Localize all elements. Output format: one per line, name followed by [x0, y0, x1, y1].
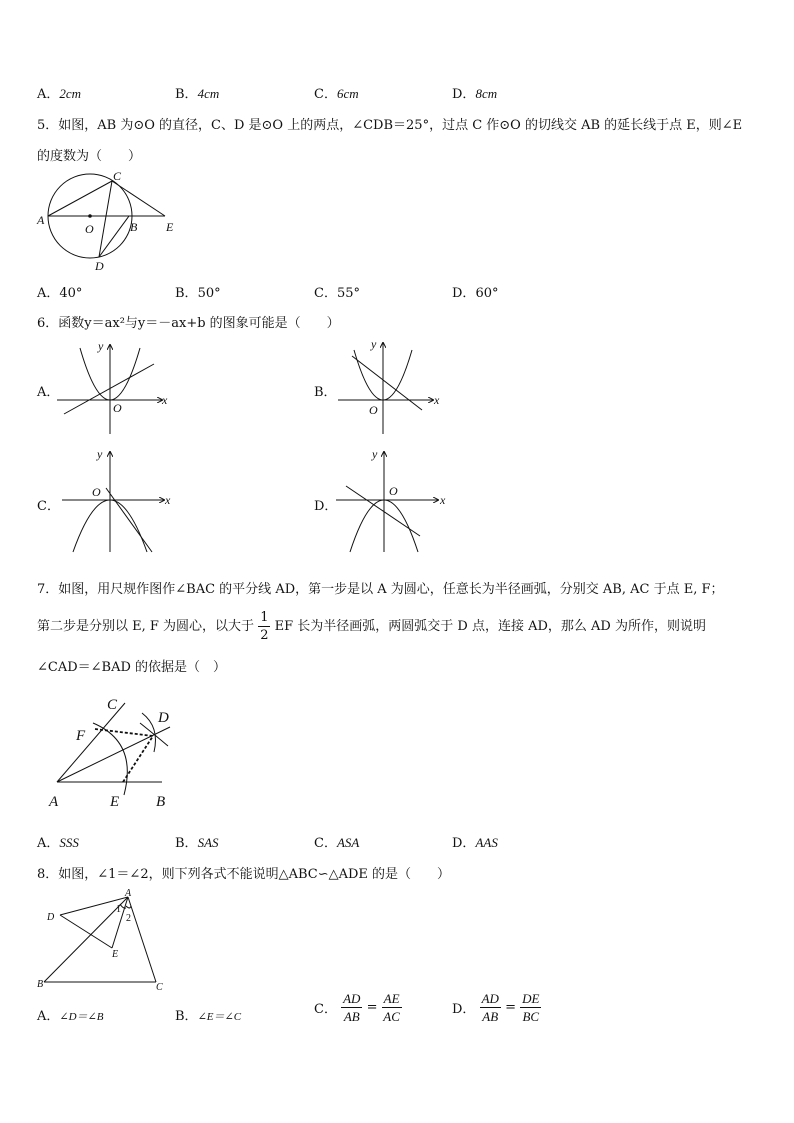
q8-angle-2-arc	[126, 906, 131, 908]
q5-stem-line1: 5．如图，AB 为⊙O 的直径，C、D 是⊙O 上的两点，∠CDB＝25°，过点 C 作⊙O 的切线交 AB 的延长线于点 E，则∠E	[37, 118, 743, 133]
q6-graph-a-y-label: y	[98, 339, 104, 353]
q7-stem-line2-part1: 第二步是分别以 E, F 为圆心，以大于	[37, 619, 255, 634]
q7-label-a: A	[49, 794, 59, 810]
q8-side-ac	[128, 897, 156, 982]
q6-option-d-label: D．	[314, 499, 338, 514]
q5-option-a: A．40°	[37, 286, 83, 301]
q6-option-a-label: A．	[37, 385, 60, 400]
q8-option-c-frac2: $\frac{AE}{AC}$	[383, 991, 400, 1024]
q8-option-d: D． $\frac{AD}{AB}$ = $\frac{DE}{BC}$	[452, 991, 540, 1024]
q8-label-2: 2	[126, 913, 131, 924]
q6-graph-b-x-label: x	[434, 393, 440, 407]
q5-stem-line2: 的度数为（ ）	[37, 149, 142, 164]
q6-graph-c-x-label: x	[165, 493, 171, 507]
q8-stem: 8．如图，∠1＝∠2，则下列各式不能说明△ABC∽△ADE 的是（ ）	[37, 867, 451, 882]
q7-stem-line2-part2: EF 长为半径画弧，两圆弧交于 D 点，连接 AD，那么 AD 为所作，则说明	[274, 619, 706, 634]
q8-label-1: 1	[116, 904, 121, 915]
q7-option-b: B．SAS	[175, 835, 219, 851]
q8-option-b: B．∠E＝∠C	[175, 1009, 242, 1024]
q6-graph-c-origin-label: O	[92, 485, 101, 499]
q6-stem: 6．函数y＝ax²与y＝－ax+b 的图象可能是（ ）	[37, 316, 340, 331]
q7-label-e: E	[110, 794, 120, 810]
q6-graph-d-y-label: y	[372, 447, 378, 461]
q6-graph-b-y-label: y	[371, 337, 377, 351]
q7-label-c: C	[107, 697, 118, 713]
q8-side-de	[60, 915, 112, 948]
q6-graph-b-origin-label: O	[369, 403, 378, 417]
q6-graph-c-y-label: y	[97, 447, 103, 461]
q5-label-o: O	[85, 222, 94, 236]
q8-option-a: A．∠D＝∠B	[37, 1009, 104, 1024]
q5-option-b: B．50°	[175, 286, 221, 301]
q7-label-b: B	[156, 794, 166, 810]
q5-option-c: C．55°	[314, 286, 360, 301]
q6-graph-a-x-label: x	[162, 393, 168, 407]
q5-option-d: D．60°	[452, 286, 499, 301]
q7-label-d: D	[158, 710, 169, 726]
q6-graph-d-origin-label: O	[389, 484, 398, 498]
q8-option-d-frac1: $\frac{AD}{AB}$	[481, 991, 499, 1024]
q4-option-c: C．6cm	[314, 86, 359, 102]
q8-label-a: A	[125, 888, 132, 899]
q7-label-f: F	[76, 728, 86, 744]
q5-label-b: B	[130, 220, 138, 234]
q7-stem-line3: ∠CAD＝∠BAD 的依据是（ ）	[37, 660, 227, 675]
q8-label-d: D	[47, 912, 55, 923]
q5-label-c: C	[113, 169, 122, 183]
q7-half-fraction: $\frac{1}{2}$	[260, 610, 269, 643]
q4-option-b: B．4cm	[175, 86, 220, 102]
q6-option-b-label: B．	[314, 385, 337, 400]
q4-option-d: D．8cm	[452, 86, 498, 102]
q8-option-c: C． $\frac{AD}{AB}$ = $\frac{AE}{AC}$	[314, 991, 400, 1024]
q6-graph-d-x-label: x	[440, 493, 446, 507]
q8-label-e: E	[112, 949, 119, 960]
q5-label-d: D	[95, 259, 104, 273]
q8-option-c-frac1: $\frac{AD}{AB}$	[343, 991, 361, 1024]
q5-label-a: A	[37, 213, 45, 227]
q4-option-a: A．2cm	[37, 86, 82, 102]
q7-option-c: C．ASA	[314, 835, 360, 851]
q6-graph-a-origin-label: O	[113, 401, 122, 415]
q8-label-b: B	[37, 979, 44, 990]
q7-option-d: D．AAS	[452, 835, 498, 851]
q8-option-d-frac2: $\frac{DE}{BC}$	[522, 991, 540, 1024]
q7-option-a: A．SSS	[37, 835, 79, 851]
q5-label-e: E	[166, 220, 174, 234]
q6-option-c-label: C．	[37, 499, 60, 514]
q8-label-c: C	[156, 982, 163, 993]
q7-stem-line1: 7．如图，用尺规作图作∠BAC 的平分线 AD，第一步是以 A 为圆心，任意长为半径画弧，分别交 AB, AC 于点 E, F；	[37, 582, 724, 597]
